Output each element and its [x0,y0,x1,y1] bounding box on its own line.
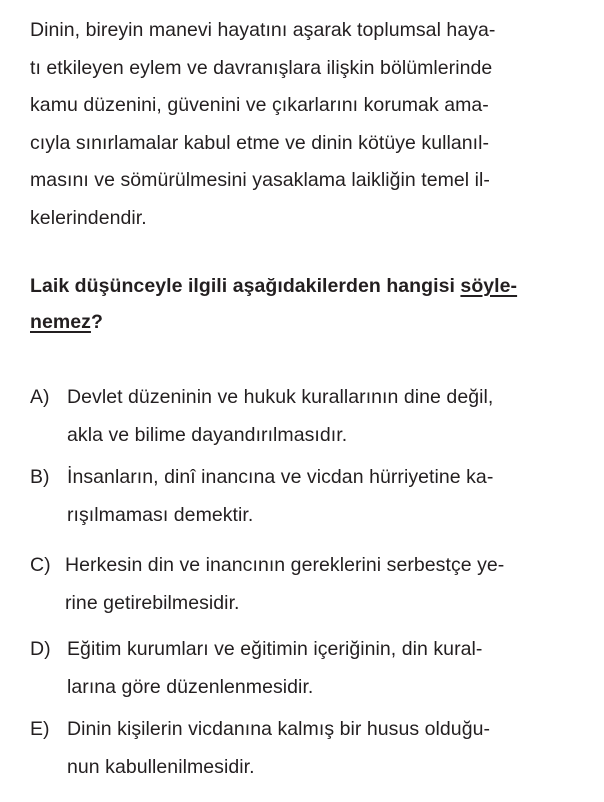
option-letter: E) [30,718,50,740]
option-letter: C) [30,554,51,576]
question-emphasis: söyle- [460,275,518,297]
option-letter: A) [30,386,50,408]
option-line: nun kabullenilmesidir. [67,755,255,778]
option-line: Devlet düzeninin ve hukuk kurallarının dine değil, [67,386,494,408]
question-line-2 [30,304,590,340]
option-line: rışılmaması demektir. [67,503,254,526]
question-text: Laik düşünceyle ilgili aşağıdakilerden hangisi [30,275,461,297]
option-text [67,379,493,454]
question-line-1 [30,268,590,304]
passage-text [30,12,590,237]
question-stem [30,268,590,340]
passage-line: kelerindendir. [30,206,147,229]
option-line: İnsanların, dinî inancına ve vicdan hürriyetine ka- [67,466,494,488]
question-emphasis: nemez [30,311,91,333]
passage-line: kamu düzenini, güvenini ve çıkarlarını korumak ama- [30,94,489,116]
passage-line: cıyla sınırlamalar kabul etme ve dinin kötüye kullanıl- [30,131,490,154]
passage-line: masını ve sömürülmesini yasaklama laikliğin temel il- [30,169,490,191]
option-line: Eğitim kurumları ve eğitimin içeriğinin, din kural- [67,638,483,660]
question-mark: ? [90,311,103,333]
option-letter: B) [30,466,50,488]
option-text [67,631,482,706]
option-line: rine getirebilmesidir. [65,591,240,614]
option-text [67,459,493,534]
option-letter: D) [30,638,51,660]
option-text [67,711,490,786]
option-line: larına göre düzenlenmesidir. [67,675,314,698]
passage-line: Dinin, bireyin manevi hayatını aşarak toplumsal haya- [30,19,496,41]
option-text [65,547,504,622]
passage-line: tı etkileyen eylem ve davranışlara ilişkin bölümlerinde [30,56,493,79]
option-line: Herkesin din ve inancının gereklerini serbestçe ye- [65,554,505,576]
option-line: Dinin kişilerin vicdanına kalmış bir husus olduğu- [67,718,491,740]
option-line: akla ve bilime dayandırılmasıdır. [67,423,348,446]
